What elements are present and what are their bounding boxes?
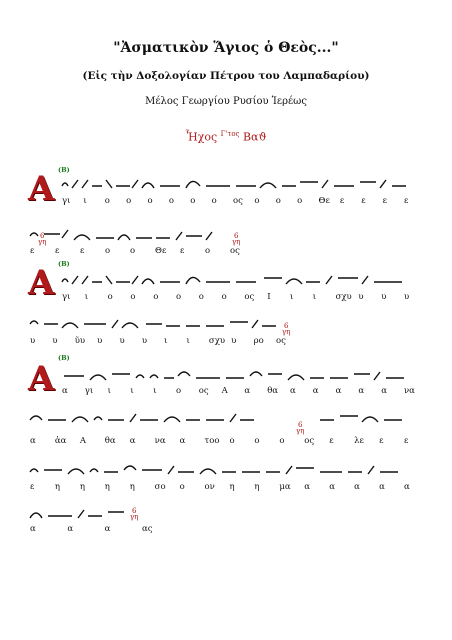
lyric-syllable: ο: [275, 196, 281, 206]
lyric-syllable: α: [379, 482, 385, 492]
lyrics-row: [0, 196, 452, 210]
lyrics-row: [0, 292, 452, 306]
lyric-syllable: γι: [84, 386, 94, 396]
lyric-syllable: ι: [153, 386, 157, 396]
composer-line: Μέλος Γεωργίου Ρυσίου Ἱερέως: [145, 96, 307, 107]
lyric-syllable: α: [30, 436, 36, 446]
martyria-sign-4: 6 γη: [296, 421, 305, 436]
initial-letter-2: A: [28, 263, 55, 303]
lyric-syllable: η: [129, 482, 135, 492]
lyric-syllable: α: [244, 386, 251, 396]
lyric-syllable: σο: [154, 482, 166, 492]
lyric-syllable: ε: [382, 196, 388, 206]
lyric-syllable: ο: [198, 292, 204, 302]
lyric-syllable: ο: [130, 292, 136, 302]
lyric-syllable: ο: [130, 246, 136, 256]
neume-glyphs: [0, 166, 452, 198]
lyric-syllable: υ: [141, 336, 147, 346]
lyric-syllable: ε: [30, 246, 35, 256]
mode-indicator: [0, 130, 452, 144]
martyria-sign-5: 6 γη: [130, 507, 139, 522]
lyric-syllable: να: [404, 386, 415, 396]
lyric-syllable: ε: [339, 196, 345, 206]
lyric-syllable: λε: [354, 436, 364, 446]
lyric-syllable: ος: [198, 386, 209, 396]
neume-glyphs: [0, 306, 452, 338]
lyric-syllable: ῦυ: [74, 336, 86, 346]
lyric-syllable: ε: [180, 246, 185, 256]
lyric-syllable: Α: [79, 436, 86, 446]
ison-indicator-1: (Β): [58, 166, 70, 174]
lyric-syllable: ε: [55, 246, 60, 256]
lyric-syllable: ο: [254, 196, 260, 206]
lyric-syllable: υ: [404, 292, 410, 302]
lyric-syllable: ο: [126, 196, 132, 206]
lyric-syllable: γι: [62, 196, 71, 206]
lyric-syllable: η: [54, 482, 61, 492]
lyric-syllable: ο: [176, 386, 182, 396]
lyric-syllable: η: [229, 482, 235, 492]
lyric-syllable: να: [154, 436, 166, 446]
lyric-syllable: ον: [204, 482, 215, 492]
lyric-syllable: α: [312, 386, 319, 396]
ison-indicator-2: (Β): [58, 260, 70, 268]
lyric-syllable: ε: [30, 482, 35, 492]
lyric-syllable: τοο: [204, 436, 220, 446]
lyric-syllable: ο: [105, 246, 111, 256]
lyric-syllable: ο: [107, 292, 113, 302]
lyric-syllable: ι: [107, 386, 111, 396]
mode-value: Βαϑ: [242, 130, 267, 144]
lyric-syllable: μα: [279, 482, 291, 492]
lyric-syllable: α: [129, 436, 136, 446]
lyric-syllable: ος: [230, 246, 240, 256]
lyric-syllable: υ: [30, 336, 36, 346]
lyric-syllable: α: [30, 524, 36, 534]
martyria-sign-2: 6 γη: [232, 232, 241, 247]
lyric-syllable: α: [329, 482, 335, 492]
lyric-syllable: ος: [276, 336, 286, 346]
lyric-syllable: α: [335, 386, 342, 396]
lyric-syllable: ο: [190, 196, 196, 206]
lyric-syllable: θα: [104, 436, 116, 446]
lyrics-row: [0, 246, 452, 260]
initial-letter-1: A: [28, 169, 55, 209]
lyric-syllable: ο: [179, 482, 185, 492]
lyrics-row: [0, 524, 452, 538]
lyric-syllable: ο: [176, 292, 182, 302]
lyric-syllable: ι: [130, 386, 134, 396]
lyric-syllable: ε: [404, 196, 409, 206]
lyric-syllable: ε: [361, 196, 366, 206]
lyric-syllable: α: [179, 436, 186, 446]
lyric-syllable: ος: [244, 292, 255, 302]
lyric-syllable: ε: [329, 436, 334, 446]
lyric-syllable: υ: [97, 336, 103, 346]
lyric-syllable: υ: [381, 292, 387, 302]
neume-glyphs: [0, 452, 452, 484]
lyric-syllable: υ: [52, 336, 58, 346]
martyria-sign-3: 6 γη: [282, 322, 291, 337]
lyric-syllable: ο: [229, 436, 235, 446]
lyric-syllable: α: [290, 386, 296, 396]
lyric-syllable: υ: [231, 336, 237, 346]
lyric-syllable: Θε: [155, 246, 167, 256]
lyric-syllable: ε: [80, 246, 85, 256]
lyric-syllable: ι: [186, 336, 190, 346]
lyric-syllable: Α: [221, 386, 228, 396]
lyric-syllable: υ: [358, 292, 364, 302]
lyric-syllable: Θε: [318, 196, 330, 206]
lyric-syllable: α: [104, 524, 111, 534]
mode-pre: Γ'τος: [220, 130, 240, 138]
lyrics-row: [0, 336, 452, 350]
lyric-syllable: α: [358, 386, 365, 396]
lyric-syllable: ρο: [253, 336, 264, 346]
page-title: "Ἀσματικὸν Ἅγιος ὁ Θεὸς...": [113, 40, 339, 56]
lyric-syllable: σχυ: [335, 292, 352, 302]
initial-letter-3: A: [28, 359, 55, 399]
lyric-syllable: θα: [267, 386, 279, 396]
lyrics-row: [0, 436, 452, 450]
neume-glyphs: [0, 400, 452, 432]
lyric-syllable: η: [254, 482, 260, 492]
lyric-syllable: σχυ: [208, 336, 226, 346]
page-subtitle: (Εἰς τὴν Δοξολογίαν Πέτρου του Λαμπαδαρίου): [82, 70, 370, 82]
lyric-syllable: ο: [147, 196, 153, 206]
lyric-syllable: ε: [379, 436, 384, 446]
lyric-syllable: ο: [211, 196, 217, 206]
lyric-syllable: ο: [205, 246, 211, 256]
lyric-syllable: ο: [279, 436, 285, 446]
lyric-syllable: ος: [304, 436, 315, 446]
lyric-syllable: α: [304, 482, 311, 492]
lyric-syllable: ε: [404, 436, 409, 446]
lyric-syllable: ἀα: [54, 436, 67, 446]
lyric-syllable: ι: [83, 196, 87, 206]
martyria-sign-1: 6 γη: [38, 232, 47, 247]
lyric-syllable: ο: [153, 292, 159, 302]
lyric-syllable: ι: [84, 292, 89, 302]
lyric-syllable: ο: [297, 196, 303, 206]
lyric-syllable: ι: [312, 292, 317, 302]
lyric-syllable: α: [381, 386, 387, 396]
lyric-syllable: α: [67, 524, 74, 534]
lyric-syllable: γι: [62, 292, 71, 302]
lyric-syllable: η: [104, 482, 110, 492]
lyric-syllable: ο: [254, 436, 260, 446]
lyric-syllable: υ: [119, 336, 125, 346]
lyric-syllable: ι: [290, 292, 294, 302]
lyrics-row: [0, 386, 452, 400]
lyric-syllable: η: [79, 482, 85, 492]
lyric-syllable: α: [62, 386, 68, 396]
lyric-syllable: α: [354, 482, 360, 492]
lyric-syllable: ο: [104, 196, 110, 206]
lyric-syllable: α: [404, 482, 410, 492]
lyric-syllable: Ι: [267, 292, 271, 302]
lyric-syllable: ι: [164, 336, 168, 346]
lyrics-row: [0, 482, 452, 496]
lyric-syllable: ος: [233, 196, 243, 206]
mode-label: Ἦχος: [185, 130, 218, 144]
lyric-syllable: ας: [142, 524, 153, 534]
neume-glyphs: [0, 262, 452, 294]
lyric-syllable: ο: [221, 292, 227, 302]
ison-indicator-3: (Β): [58, 354, 70, 362]
lyric-syllable: ο: [168, 196, 174, 206]
